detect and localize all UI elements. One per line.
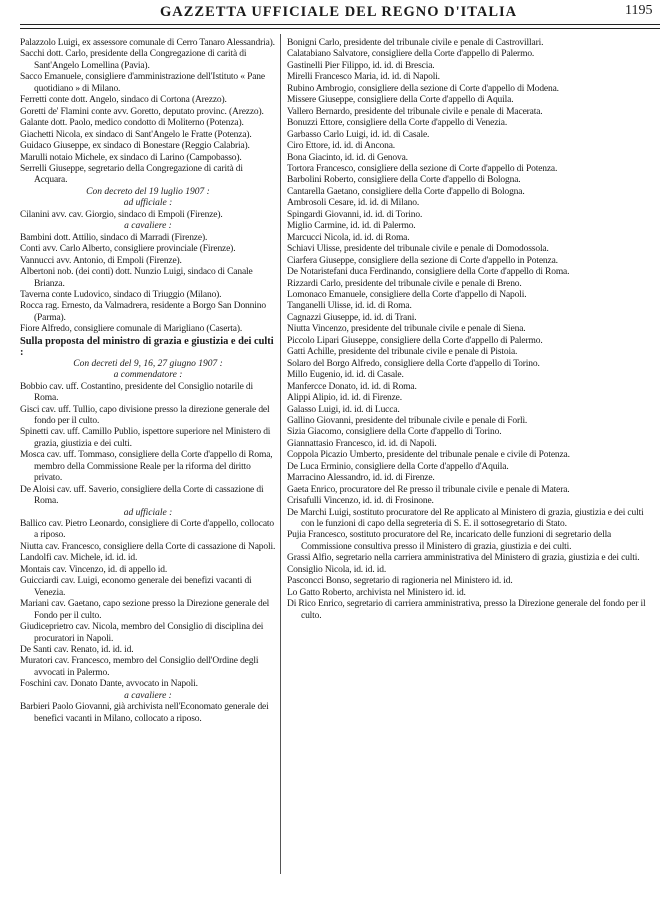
list-item: Foschini cav. Donato Dante, avvocato in Napoli. bbox=[20, 679, 198, 690]
list-item: Di Rico Enrico, segretario di carriera amministrativa, presso la Direzione generale del fondo per il culto. bbox=[287, 599, 646, 621]
left-column bbox=[20, 38, 276, 725]
list-item: Mosca cav. uff. Tommaso, consigliere della Corte d'appello di Roma, membro della Commissione Reale per la riforma del diritto privato. bbox=[20, 450, 273, 484]
list-item: Pasconcci Bonso, segretario di ragioneria nel Ministero id. id. bbox=[287, 576, 513, 587]
list-item: Serrelli Giuseppe, segretario della Congregazione di carità di Acquara. bbox=[20, 163, 243, 186]
section-heading: Con decreto del 19 luglio 1907 : bbox=[86, 186, 210, 197]
list-item: Grassi Alfio, segretario nella carriera amministrativa del Ministero di grazia, giustizia e dei culti. bbox=[287, 553, 640, 564]
list-item: Barbolini Roberto, consigliere della Corte d'appello di Bologna. bbox=[287, 175, 521, 186]
list-item: Sizia Giacomo, consigliere della Corte d'appello di Torino. bbox=[287, 427, 502, 438]
list-item: Bobbio cav. uff. Costantino, presidente del Consiglio notarile di Roma. bbox=[20, 381, 253, 404]
list-item: Vallero Bernardo, presidente del tribunale civile e penale di Macerata. bbox=[287, 106, 543, 117]
list-item: Sacchi dott. Carlo, presidente della Congregazione di carità di Sant'Angelo Lomellina (Pavia). bbox=[20, 49, 247, 71]
list-item: Ferretti conte dott. Angelo, sindaco di Cortona (Arezzo). bbox=[20, 95, 227, 106]
list-item: Gisci cav. uff. Tullio, capo divisione presso la direzione generale del fondo per il culto. bbox=[20, 404, 270, 426]
list-item: Vannucci avv. Antonio, di Empoli (Firenze). bbox=[20, 255, 182, 266]
list-item: Fiore Alfredo, consigliere comunale di Marigliano (Caserta). bbox=[20, 324, 243, 335]
list-item: Gastinelli Pier Filippo, id. id. di Brescia. bbox=[287, 60, 435, 71]
list-item: Rubino Ambrogio, consigliere della sezione di Corte d'appello di Modena. bbox=[287, 83, 559, 94]
list-item: Sacco Emanuele, consigliere d'amministrazione dell'Istituto « Pane quotidiano » di Milano. bbox=[20, 72, 265, 94]
list-item: Alippi Alipio, id. id. di Firenze. bbox=[287, 393, 402, 404]
list-item: Giannattasio Francesco, id. id. di Napoli. bbox=[287, 438, 437, 449]
list-item: Cantarella Gaetano, consigliere della Corte d'appello di Bologna. bbox=[287, 186, 525, 197]
ministry-heading: Sulla proposta del ministro di grazia e giustizia e dei culti : bbox=[20, 335, 274, 359]
column-divider bbox=[280, 34, 281, 874]
header-rule-thin bbox=[20, 28, 660, 29]
list-item: Galante dott. Paolo, medico condotto di Moliterno (Potenza). bbox=[20, 118, 244, 129]
section-heading: ad ufficiale : bbox=[123, 507, 173, 518]
list-item: Gatti Achille, presidente del tribunale civile e penale di Pistoia. bbox=[287, 347, 518, 358]
list-item: Palazzolo Luigi, ex assessore comunale di Cerro Tanaro Alessandria). bbox=[20, 38, 275, 48]
section-heading: Con decreti del 9, 16, 27 giugno 1907 : bbox=[73, 358, 223, 369]
list-item: Consiglio Nicola, id. id. id. bbox=[287, 564, 387, 575]
list-item: Marulli notaio Michele, ex sindaco di Larino (Campobasso). bbox=[20, 152, 242, 163]
list-item: Barbieri Paolo Giovanni, già archivista nell'Economato generale dei benefici vacanti in Milano, collocato a riposo. bbox=[20, 702, 269, 724]
list-item: Garbasso Carlo Luigi, id. id. di Casale. bbox=[287, 129, 430, 140]
list-item: Cilanini avv. cav. Giorgio, sindaco di Empoli (Firenze). bbox=[20, 209, 223, 220]
list-item: Marracino Alessandro, id. id. di Firenze. bbox=[287, 473, 435, 484]
list-item: Ambrosoli Cesare, id. id. di Milano. bbox=[287, 198, 420, 209]
list-item: Landolfi cav. Michele, id. id. id. bbox=[20, 553, 138, 564]
list-item: De Marchi Luigi, sostituto procuratore del Re applicato al Ministero di grazia, giustizia e dei culti con le funzioni di capo della segreteria di S. E. il sottosegretario di Stato. bbox=[287, 507, 644, 530]
list-item: De Luca Erminio, consigliere della Corte d'appello d'Aquila. bbox=[287, 461, 509, 472]
list-item: Guidaco Giuseppe, ex sindaco di Bonestare (Reggio Calabria). bbox=[20, 141, 250, 152]
list-item: Niutta Vincenzo, presidente del tribunale civile e penale di Siena. bbox=[287, 324, 526, 335]
list-item: Taverna conte Ludovico, sindaco di Triuggio (Milano). bbox=[20, 289, 222, 300]
header-rule bbox=[20, 24, 660, 25]
section-heading: a commendatore : bbox=[113, 370, 183, 381]
list-item: Crisafulli Vincenzo, id. id. di Frosinone. bbox=[287, 496, 434, 507]
list-item: Niutta cav. Francesco, consigliere della Corte di cassazione di Napoli. bbox=[20, 541, 276, 552]
right-column bbox=[287, 38, 659, 622]
list-item: Galasso Luigi, id. id. di Lucca. bbox=[287, 404, 400, 415]
list-item: De Notaristefani duca Ferdinando, consigliere della Corte d'appello di Roma. bbox=[287, 267, 570, 278]
list-item: Gallino Giovanni, presidente del tribunale civile e penale di Forlì. bbox=[287, 415, 528, 426]
list-item: Lo Gatto Roberto, archivista nel Ministero id. id. bbox=[287, 587, 466, 598]
list-item: Millo Eugenio, id. id. di Casale. bbox=[287, 370, 404, 381]
list-item: Ciro Ettore, id. id. di Ancona. bbox=[287, 141, 396, 152]
list-item: Ballico cav. Pietro Leonardo, consigliere di Corte d'appello, collocato a riposo. bbox=[20, 519, 274, 541]
list-item: Marcucci Nicola, id. id. di Roma. bbox=[287, 232, 410, 243]
list-item: Miglio Carmine, id. id. di Palermo. bbox=[287, 221, 416, 232]
list-item: Coppola Picazio Umberto, presidente del tribunale penale e civile di Potenza. bbox=[287, 450, 570, 461]
list-item: Albertoni nob. (dei conti) dott. Nunzio Luigi, sindaco di Canale Brianza. bbox=[20, 267, 253, 289]
list-item: Calatabiano Salvatore, consigliere della Corte d'appello di Palermo. bbox=[287, 49, 535, 60]
list-item: Conti avv. Carlo Alberto, consigliere provinciale (Firenze). bbox=[20, 244, 236, 255]
list-item: Bonuzzi Ettore, consigliere della Corte d'appello di Venezia. bbox=[287, 118, 508, 129]
list-item: De Santi cav. Renato, id. id. id. bbox=[20, 645, 134, 656]
list-item: Schiavi Ulisse, presidente del tribunale civile e penale di Domodossola. bbox=[287, 244, 549, 255]
list-item: Bambini dott. Attilio, sindaco di Marradi (Firenze). bbox=[20, 232, 208, 243]
list-item: Cagnazzi Giuseppe, id. id. di Trani. bbox=[287, 312, 417, 323]
list-item: Giachetti Nicola, ex sindaco di Sant'Angelo le Fratte (Potenza). bbox=[20, 129, 252, 140]
list-item: Guicciardi cav. Luigi, economo generale dei benefizi vacanti di Venezia. bbox=[20, 576, 252, 598]
section-heading: a cavaliere : bbox=[124, 690, 172, 701]
list-item: Bonigni Carlo, presidente del tribunale civile e penale di Castrovillari. bbox=[287, 38, 544, 48]
list-item: Montais cav. Vincenzo, id. di appello id. bbox=[20, 564, 168, 575]
section-heading: a cavaliere : bbox=[124, 221, 172, 232]
list-item: Bona Giacinto, id. id. di Genova. bbox=[287, 152, 408, 163]
list-item: Rizzardi Carlo, presidente del tribunale civile e penale di Breno. bbox=[287, 278, 522, 289]
list-item: Rocca rag. Ernesto, da Valmadrera, residente a Borgo San Donnino (Parma). bbox=[20, 301, 266, 323]
list-item: Goretti de' Flamini conte avv. Goretto, deputato provinc. (Arezzo). bbox=[20, 106, 264, 117]
page-title: GAZZETTA UFFICIALE DEL REGNO D'ITALIA bbox=[160, 4, 518, 20]
list-item: De Aloisi cav. uff. Saverio, consigliere della Corte di cassazione di Roma. bbox=[20, 484, 264, 507]
list-item: Spinetti cav. uff. Camillo Publio, ispettore superiore nel Ministero di grazia, giustizia e dei culti. bbox=[20, 427, 271, 449]
list-item: Spingardi Giovanni, id. id. di Torino. bbox=[287, 209, 423, 220]
list-item: Lomonaco Emanuele, consigliere della Corte d'appello di Napoli. bbox=[287, 289, 527, 300]
list-item: Mariani cav. Gaetano, capo sezione presso la Direzione generale del Fondo per il culto. bbox=[20, 599, 270, 621]
list-item: Piccolo Lipari Giuseppe, consigliere della Corte d'appello di Palermo. bbox=[287, 335, 543, 346]
list-item: Giudiceprietro cav. Nicola, membro del Consiglio di disciplina dei procuratori in Napoli. bbox=[20, 622, 264, 644]
list-item: Tortora Francesco, consigliere della sezione di Corte d'appello di Potenza. bbox=[287, 163, 558, 174]
list-item: Gaeta Enrico, procuratore del Re presso il tribunale civile e penale di Matera. bbox=[287, 484, 570, 495]
list-item: Mirelli Francesco Maria, id. id. di Napoli. bbox=[287, 72, 440, 83]
list-item: Missere Giuseppe, consigliere della Corte d'appello di Aquila. bbox=[287, 95, 514, 106]
list-item: Muratori cav. Francesco, membro del Consiglio dell'Ordine degli avvocati in Palermo. bbox=[20, 656, 259, 678]
page-header bbox=[0, 0, 669, 30]
list-item: Solaro del Borgo Alfredo, consigliere della Corte d'appello di Torino. bbox=[287, 358, 540, 369]
list-item: Ciarfera Giuseppe, consigliere della sezione di Corte d'appello in Potenza. bbox=[287, 255, 558, 266]
list-item: Manfercce Donato, id. id. di Roma. bbox=[287, 381, 417, 392]
section-heading: ad ufficiale : bbox=[123, 198, 173, 209]
page-number: 1195 bbox=[625, 3, 653, 18]
list-item: Pujia Francesco, sostituto procuratore del Re, incaricato delle funzioni di segretario della Commissione consultiva presso il Ministero di grazia, giustizia e dei culti. bbox=[287, 530, 612, 552]
list-item: Tanganelli Ulisse, id. id. di Roma. bbox=[287, 301, 412, 312]
